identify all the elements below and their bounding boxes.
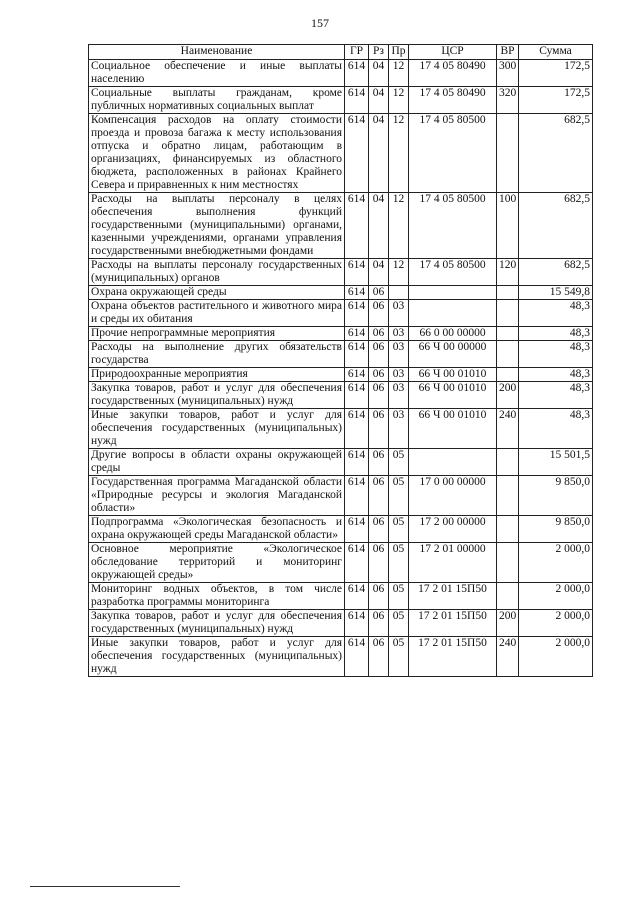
cell-rz: 06 — [369, 516, 389, 543]
cell-sum: 48,3 — [519, 409, 593, 449]
cell-rz: 06 — [369, 327, 389, 341]
cell-vr — [497, 476, 519, 516]
cell-csr: 66 Ч 00 01010 — [409, 382, 497, 409]
cell-gr: 614 — [345, 341, 369, 368]
cell-vr — [497, 449, 519, 476]
cell-pr: 03 — [389, 409, 409, 449]
cell-name: Расходы на выплаты персоналу в целях обеспечения выполнения функций государственными (муниципальными) органами, казенными учреждениями, органами управления государственными внебюджетными фондами — [89, 193, 345, 259]
header-row — [89, 45, 593, 60]
table-row — [89, 114, 593, 193]
cell-vr: 120 — [497, 259, 519, 286]
cell-gr: 614 — [345, 286, 369, 300]
cell-gr: 614 — [345, 327, 369, 341]
cell-rz: 06 — [369, 368, 389, 382]
table-row — [89, 286, 593, 300]
cell-pr: 12 — [389, 114, 409, 193]
cell-vr — [497, 327, 519, 341]
cell-vr: 320 — [497, 87, 519, 114]
cell-name: Иные закупки товаров, работ и услуг для обеспечения государственных (муниципальных) нужд — [89, 637, 345, 677]
header-pr: Пр — [389, 45, 409, 60]
cell-csr: 17 2 01 15П50 — [409, 610, 497, 637]
header-rz: Рз — [369, 45, 389, 60]
cell-rz: 06 — [369, 409, 389, 449]
cell-gr: 614 — [345, 583, 369, 610]
table-row — [89, 449, 593, 476]
cell-pr: 05 — [389, 610, 409, 637]
cell-gr: 614 — [345, 300, 369, 327]
cell-rz: 06 — [369, 476, 389, 516]
cell-name: Прочие непрограммные мероприятия — [89, 327, 345, 341]
cell-pr: 03 — [389, 327, 409, 341]
cell-name: Охрана окружающей среды — [89, 286, 345, 300]
cell-gr: 614 — [345, 449, 369, 476]
cell-sum: 48,3 — [519, 327, 593, 341]
cell-rz: 06 — [369, 449, 389, 476]
cell-csr: 17 2 01 00000 — [409, 543, 497, 583]
cell-pr: 05 — [389, 516, 409, 543]
cell-pr: 12 — [389, 60, 409, 87]
table-row — [89, 637, 593, 677]
cell-gr: 614 — [345, 60, 369, 87]
footnote-divider — [30, 886, 180, 887]
cell-pr: 05 — [389, 449, 409, 476]
cell-vr — [497, 516, 519, 543]
table-row — [89, 583, 593, 610]
cell-sum: 48,3 — [519, 382, 593, 409]
table-row — [89, 341, 593, 368]
cell-gr: 614 — [345, 259, 369, 286]
cell-name: Социальные выплаты гражданам, кроме публичных нормативных социальных выплат — [89, 87, 345, 114]
cell-sum: 48,3 — [519, 341, 593, 368]
table-row — [89, 409, 593, 449]
cell-pr: 03 — [389, 300, 409, 327]
cell-name: Государственная программа Магаданской области «Природные ресурсы и экология Магаданской области» — [89, 476, 345, 516]
cell-gr: 614 — [345, 637, 369, 677]
cell-gr: 614 — [345, 87, 369, 114]
cell-csr: 17 2 00 00000 — [409, 516, 497, 543]
cell-sum: 15 549,8 — [519, 286, 593, 300]
cell-pr: 05 — [389, 476, 409, 516]
cell-vr — [497, 583, 519, 610]
cell-name: Расходы на выплаты персоналу государственных (муниципальных) органов — [89, 259, 345, 286]
table-row — [89, 543, 593, 583]
cell-rz: 06 — [369, 341, 389, 368]
cell-vr — [497, 341, 519, 368]
cell-sum: 172,5 — [519, 87, 593, 114]
table-row — [89, 382, 593, 409]
cell-sum: 15 501,5 — [519, 449, 593, 476]
cell-pr: 12 — [389, 193, 409, 259]
cell-gr: 614 — [345, 368, 369, 382]
cell-rz: 04 — [369, 60, 389, 87]
table-row — [89, 610, 593, 637]
header-name: Наименование — [89, 45, 345, 60]
page-number: 157 — [311, 16, 329, 30]
cell-sum: 48,3 — [519, 300, 593, 327]
cell-sum: 9 850,0 — [519, 476, 593, 516]
cell-name: Охрана объектов растительного и животного мира и среды их обитания — [89, 300, 345, 327]
cell-sum: 2 000,0 — [519, 637, 593, 677]
cell-csr — [409, 300, 497, 327]
cell-pr — [389, 286, 409, 300]
table-row — [89, 327, 593, 341]
cell-csr: 17 4 05 80490 — [409, 60, 497, 87]
cell-rz: 06 — [369, 543, 389, 583]
cell-gr: 614 — [345, 193, 369, 259]
cell-rz: 04 — [369, 259, 389, 286]
cell-pr: 05 — [389, 637, 409, 677]
cell-name: Подпрограмма «Экологическая безопасность и охрана окружающей среды Магаданской области» — [89, 516, 345, 543]
cell-sum: 2 000,0 — [519, 583, 593, 610]
cell-name: Расходы на выполнение других обязательств государства — [89, 341, 345, 368]
table-row — [89, 368, 593, 382]
cell-sum: 2 000,0 — [519, 610, 593, 637]
header-vr: ВР — [497, 45, 519, 60]
cell-csr: 17 4 05 80500 — [409, 193, 497, 259]
cell-vr: 200 — [497, 382, 519, 409]
table-row — [89, 87, 593, 114]
cell-sum: 2 000,0 — [519, 543, 593, 583]
cell-name: Социальное обеспечение и иные выплаты населению — [89, 60, 345, 87]
cell-sum: 48,3 — [519, 368, 593, 382]
cell-name: Мониторинг водных объектов, в том числе разработка программы мониторинга — [89, 583, 345, 610]
cell-gr: 614 — [345, 543, 369, 583]
cell-gr: 614 — [345, 476, 369, 516]
cell-pr: 03 — [389, 382, 409, 409]
cell-csr: 66 Ч 00 01010 — [409, 368, 497, 382]
table-row — [89, 60, 593, 87]
cell-rz: 06 — [369, 583, 389, 610]
table-row — [89, 516, 593, 543]
cell-rz: 06 — [369, 637, 389, 677]
cell-sum: 682,5 — [519, 259, 593, 286]
cell-gr: 614 — [345, 382, 369, 409]
cell-pr: 12 — [389, 259, 409, 286]
cell-gr: 614 — [345, 516, 369, 543]
cell-rz: 06 — [369, 610, 389, 637]
cell-csr: 17 2 01 15П50 — [409, 583, 497, 610]
cell-pr: 03 — [389, 341, 409, 368]
cell-csr: 17 4 05 80500 — [409, 259, 497, 286]
cell-rz: 06 — [369, 286, 389, 300]
cell-vr: 200 — [497, 610, 519, 637]
cell-vr: 240 — [497, 637, 519, 677]
cell-csr: 17 2 01 15П50 — [409, 637, 497, 677]
cell-rz: 06 — [369, 382, 389, 409]
cell-vr: 240 — [497, 409, 519, 449]
header-gr: ГР — [345, 45, 369, 60]
cell-rz: 04 — [369, 193, 389, 259]
cell-sum: 682,5 — [519, 114, 593, 193]
cell-vr — [497, 368, 519, 382]
cell-csr: 17 0 00 00000 — [409, 476, 497, 516]
cell-csr: 66 Ч 00 00000 — [409, 341, 497, 368]
cell-name: Иные закупки товаров, работ и услуг для обеспечения государственных (муниципальных) нужд — [89, 409, 345, 449]
cell-gr: 614 — [345, 409, 369, 449]
table-row — [89, 300, 593, 327]
table-row — [89, 476, 593, 516]
cell-gr: 614 — [345, 114, 369, 193]
cell-sum: 9 850,0 — [519, 516, 593, 543]
cell-name: Природоохранные мероприятия — [89, 368, 345, 382]
cell-name: Закупка товаров, работ и услуг для обеспечения государственных (муниципальных) нужд — [89, 382, 345, 409]
header-sum: Сумма — [519, 45, 593, 60]
cell-csr: 17 4 05 80490 — [409, 87, 497, 114]
cell-vr — [497, 300, 519, 327]
cell-csr — [409, 286, 497, 300]
cell-name: Компенсация расходов на оплату стоимости проезда и провоза багажа к месту использования отпуска и обратно лицам, работающим в организациях, финансируемых из областного бюджета, расположенных в районах Крайнего Севера и приравненных к ним местностях — [89, 114, 345, 193]
table-row — [89, 259, 593, 286]
cell-gr: 614 — [345, 610, 369, 637]
cell-pr: 05 — [389, 583, 409, 610]
cell-rz: 04 — [369, 114, 389, 193]
cell-name: Закупка товаров, работ и услуг для обеспечения государственных (муниципальных) нужд — [89, 610, 345, 637]
cell-pr: 03 — [389, 368, 409, 382]
cell-csr: 66 0 00 00000 — [409, 327, 497, 341]
table-row — [89, 193, 593, 259]
cell-vr: 300 — [497, 60, 519, 87]
cell-vr — [497, 286, 519, 300]
budget-table — [88, 44, 593, 677]
cell-sum: 682,5 — [519, 193, 593, 259]
cell-vr — [497, 114, 519, 193]
cell-rz: 04 — [369, 87, 389, 114]
cell-csr: 17 4 05 80500 — [409, 114, 497, 193]
cell-csr — [409, 449, 497, 476]
header-csr: ЦСР — [409, 45, 497, 60]
cell-name: Другие вопросы в области охраны окружающей среды — [89, 449, 345, 476]
cell-vr — [497, 543, 519, 583]
cell-csr: 66 Ч 00 01010 — [409, 409, 497, 449]
cell-rz: 06 — [369, 300, 389, 327]
cell-sum: 172,5 — [519, 60, 593, 87]
cell-name: Основное мероприятие «Экологическое обследование территорий и мониторинг окружающей среды» — [89, 543, 345, 583]
cell-pr: 05 — [389, 543, 409, 583]
cell-vr: 100 — [497, 193, 519, 259]
cell-pr: 12 — [389, 87, 409, 114]
table-body — [89, 60, 593, 677]
